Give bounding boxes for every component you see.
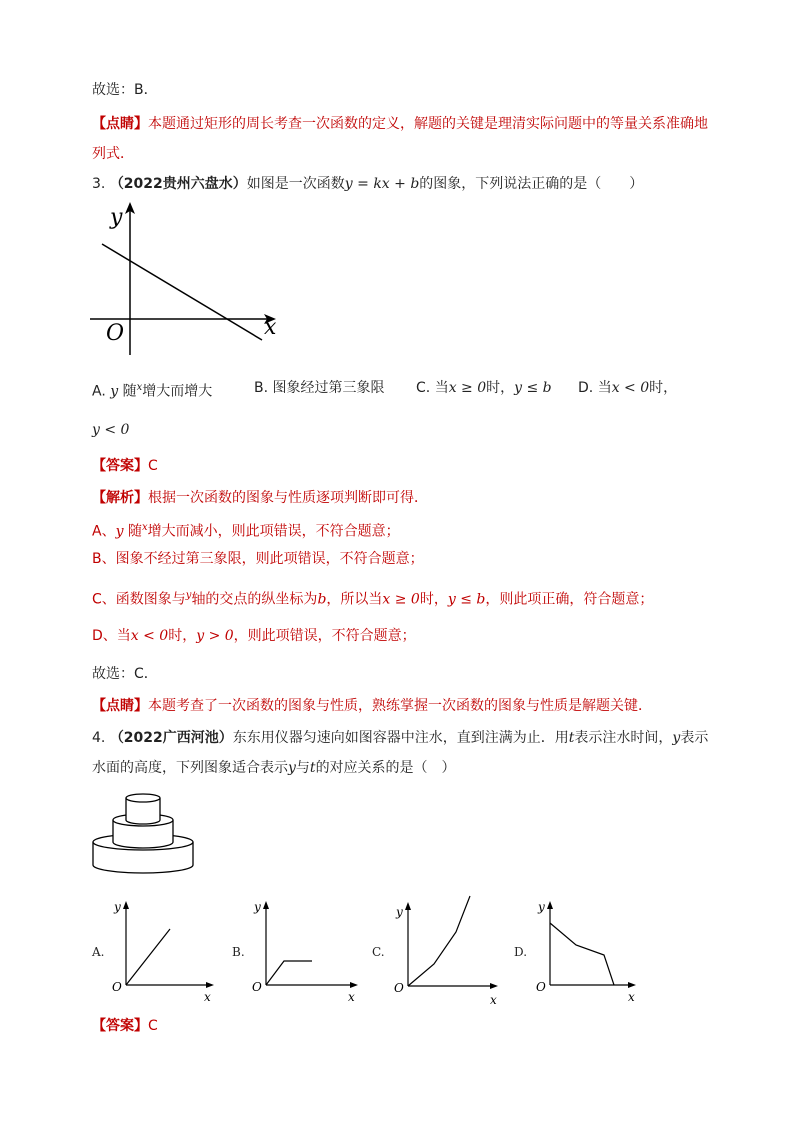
stem-formula: y = kx + b <box>344 176 420 192</box>
text: 与 <box>295 760 310 776</box>
final-answer-q3: 故选：C． <box>92 666 158 682</box>
comment-text: 本题通过矩形的周长考查一次函数的定义，解题的关键是理清实际问题中的等量关系准确地 <box>148 116 708 132</box>
analysis-b: B、图象不经过第三象限，则此项错误，不符合题意； <box>92 551 424 567</box>
analysis-d <box>92 626 416 646</box>
text: ，则此项正确，符合题意； <box>485 591 654 608</box>
text: C、函数图象与 <box>92 591 186 608</box>
comment-q2-line1 <box>92 114 708 134</box>
result: y ≤ b <box>447 591 486 608</box>
graph-d <box>530 895 645 1005</box>
linear-function-graph <box>90 200 290 365</box>
option-b-label: B. <box>254 380 269 396</box>
graph-a-x: x <box>204 990 211 1004</box>
text: 表示 <box>680 730 709 746</box>
graph-c-y: y <box>396 905 403 919</box>
stem-text-end: 的图象，下列说法正确的是（ ） <box>419 176 644 192</box>
var: y <box>110 383 119 400</box>
option-d-label: D. <box>578 380 594 396</box>
graph-b-label: B. <box>232 945 245 959</box>
analysis-tag: 【解析】 <box>92 490 148 506</box>
text: 随 <box>127 523 142 540</box>
var: t <box>568 730 575 746</box>
text: ，所以当 <box>326 591 383 608</box>
result: y ≤ b <box>514 380 552 396</box>
graph-b-y: y <box>254 900 261 914</box>
var: y <box>115 523 124 540</box>
option-b <box>254 378 385 398</box>
stem-text: 如图是一次函数 <box>246 176 345 192</box>
graph-c-x: x <box>490 993 497 1007</box>
var: y <box>288 760 296 776</box>
text: 当 <box>434 380 449 396</box>
var: x <box>136 382 143 393</box>
option-c <box>416 378 552 398</box>
var: b <box>317 591 327 608</box>
answer-q4 <box>92 1016 158 1036</box>
comment-q2-line2: 列式． <box>92 146 134 162</box>
option-c-label: C. <box>416 380 431 396</box>
comment-tag: 【点睛】 <box>92 116 148 132</box>
text: ，则此项错误，不符合题意； <box>233 628 416 644</box>
graph-c-o: O <box>394 981 404 995</box>
text: 增大而增大 <box>142 383 213 400</box>
graph-b-x: x <box>348 990 355 1004</box>
question-3-stem <box>92 174 643 194</box>
analysis-intro <box>92 488 428 508</box>
var: t <box>309 760 316 776</box>
graph-a-o: O <box>112 980 122 994</box>
var: y <box>185 590 192 601</box>
option-a <box>92 378 212 402</box>
text: 时， <box>419 591 448 608</box>
text: 水面的高度，下列图象适合表示 <box>92 760 288 776</box>
text: 的对应关系的是（ ） <box>315 760 456 776</box>
text: 时， <box>486 380 515 396</box>
analysis-a <box>92 518 400 542</box>
x-axis-label: x <box>264 315 277 340</box>
option-a-label: A. <box>92 383 106 400</box>
graph-c-line <box>408 896 470 986</box>
question-number: 3. <box>92 176 106 192</box>
text: 当 <box>597 380 612 396</box>
question-4-stem-2 <box>92 758 456 778</box>
graph-b-line <box>266 961 312 985</box>
answer-tag: 【答案】 <box>92 458 148 474</box>
condition: x < 0 <box>611 380 650 396</box>
question-4-stem-1 <box>92 728 708 748</box>
origin-label: O <box>106 321 125 346</box>
comment-q3 <box>92 696 652 716</box>
text: 时， <box>168 628 197 644</box>
result: y > 0 <box>196 628 234 644</box>
function-line <box>102 244 262 340</box>
graph-a-line <box>126 929 170 985</box>
answer-value: C <box>148 1018 158 1034</box>
text: A、 <box>92 523 116 540</box>
answer-q3 <box>92 456 158 476</box>
graph-d-label: D. <box>514 945 528 959</box>
option-d-result: y < 0 <box>92 422 130 438</box>
question-number: 4. <box>92 730 106 746</box>
var: x <box>141 522 148 533</box>
answer-line-q2: 故选：B． <box>92 82 158 98</box>
stepped-container-figure <box>88 790 198 880</box>
answer-tag: 【答案】 <box>92 1018 148 1034</box>
analysis-c <box>92 586 653 610</box>
question-source: （2022广西河池） <box>109 730 233 746</box>
text: 轴的交点的纵坐标为 <box>191 591 318 608</box>
comment-text: 本题考查了一次函数的图象与性质，熟练掌握一次函数的图象与性质是解题关键． <box>148 698 652 714</box>
graph-d-o: O <box>536 980 546 994</box>
graph-d-y: y <box>538 900 545 914</box>
graph-c-label: C. <box>372 945 385 959</box>
analysis-text: 根据一次函数的图象与性质逐项判断即可得． <box>148 490 428 506</box>
text: 东东用仪器匀速向如图容器中注水，直到注满为止．用 <box>232 730 569 746</box>
text: 图象经过第三象限 <box>272 380 385 396</box>
text: 时， <box>649 380 678 396</box>
text: 随 <box>122 383 137 400</box>
graph-c <box>388 892 506 1010</box>
comment-tag: 【点睛】 <box>92 698 148 714</box>
graph-a-label: A. <box>92 945 105 959</box>
graph-a <box>108 895 218 1005</box>
graph-b <box>248 895 363 1005</box>
question-source: （2022贵州六盘水） <box>109 176 247 192</box>
condition: x ≥ 0 <box>382 591 420 608</box>
text: 表示注水时间， <box>574 730 673 746</box>
condition: x ≥ 0 <box>448 380 487 396</box>
text: D、当 <box>92 628 131 644</box>
graph-a-y: y <box>114 900 121 914</box>
text: 增大而减小，则此项错误，不符合题意； <box>147 523 400 540</box>
option-d <box>578 378 677 398</box>
graph-d-x: x <box>628 990 635 1004</box>
graph-d-line <box>550 923 614 985</box>
answer-value: C <box>148 458 158 474</box>
y-axis-label: y <box>110 205 123 230</box>
var: y <box>672 730 681 746</box>
condition: x < 0 <box>130 628 169 644</box>
graph-b-o: O <box>252 980 262 994</box>
